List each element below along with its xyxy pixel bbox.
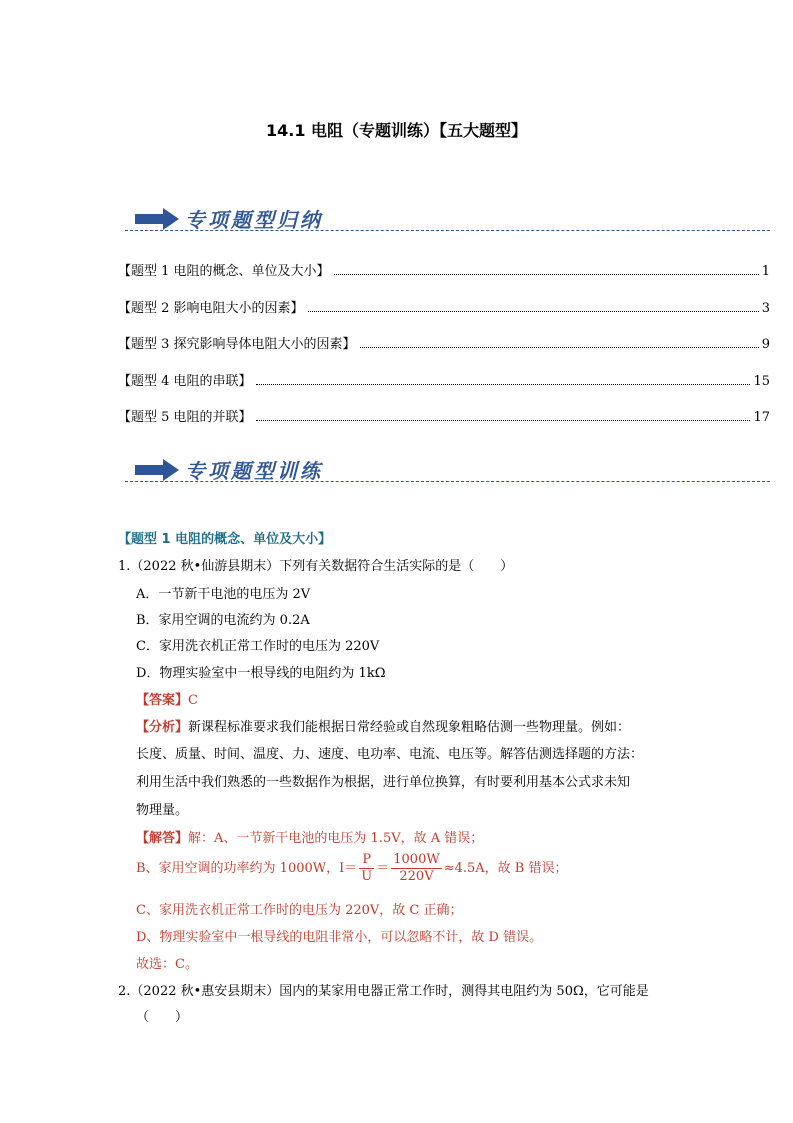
banner-title: 专项题型训练 (185, 459, 323, 483)
dashed-divider (125, 230, 770, 231)
toc-label: 【题型 3 探究影响导体电阻大小的因素】 (118, 337, 356, 352)
fraction-p-over-u (359, 852, 374, 885)
solution-b-pre: B、家用空调的功率约为 1000W，I＝ (136, 861, 358, 876)
solution-b-post: ≈4.5A，故 B 错误； (443, 861, 568, 876)
toc-label: 【题型 2 影响电阻大小的因素】 (118, 301, 304, 316)
fraction-denominator: U (361, 869, 373, 884)
fraction-numerator: 1000W (393, 852, 440, 867)
toc-item-3[interactable] (118, 332, 770, 352)
fraction-values (391, 852, 441, 885)
arrow-right-icon (135, 208, 179, 230)
option-b: B．家用空调的电流约为 0.2A (136, 613, 310, 628)
toc-page: 15 (753, 374, 770, 389)
arrow-right-icon (135, 459, 179, 481)
fraction-denominator: 220V (399, 869, 434, 884)
question-2-blank: （ ） (136, 1010, 189, 1025)
analysis-line-4: 物理量。 (136, 803, 189, 818)
toc-item-4[interactable] (118, 369, 770, 389)
toc-leader (308, 310, 759, 312)
analysis-line-1 (136, 716, 630, 735)
toc-leader (256, 419, 751, 421)
solution-tag: 【解答】 (136, 831, 189, 846)
solution-line-b (136, 852, 568, 885)
option-c: C．家用洗衣机正常工作时的电压为 220V (136, 639, 380, 654)
question-2-stem: 2.（2022 秋•惠安县期末）国内的某家用电器正常工作时，测得其电阻约为 50Ω，它可能是 (118, 984, 649, 999)
conclusion-line: 故选：C。 (136, 957, 198, 972)
answer-line (136, 689, 198, 708)
solution-line-c: C、家用洗衣机正常工作时的电压为 220V，故 C 正确； (136, 903, 463, 918)
analysis-line-3: 利用生活中我们熟悉的一些数据作为根据，进行单位换算，有时要利用基本公式求未知 (136, 775, 631, 790)
question-1-stem: 1.（2022 秋•仙游县期末）下列有关数据符合生活实际的是（ ） (118, 559, 514, 574)
section-banner-training (125, 451, 770, 491)
toc-label: 【题型 1 电阻的概念、单位及大小】 (118, 264, 330, 279)
banner-title: 专项题型归纳 (185, 208, 323, 232)
section-banner-summary (125, 200, 770, 240)
analysis-line-2: 长度、质量、时间、温度、力、速度、电功率、电流、电压等。解答估测选择题的方法： (136, 747, 644, 762)
toc-page: 3 (761, 301, 770, 316)
answer-value: C (188, 693, 198, 708)
toc-page: 9 (761, 337, 770, 352)
page-title: 14.1 电阻（专题训练）【五大题型】 (265, 121, 528, 140)
option-d: D．物理实验室中一根导线的电阻约为 1kΩ (136, 666, 386, 681)
section-heading: 【题型 1 电阻的概念、单位及大小】 (118, 532, 332, 547)
toc-page: 1 (761, 264, 770, 279)
toc-label: 【题型 5 电阻的并联】 (118, 410, 252, 425)
toc-label: 【题型 4 电阻的串联】 (118, 374, 252, 389)
solution-line-d: D、物理实验室中一根导线的电阻非常小，可以忽略不计，故 D 错误。 (136, 930, 543, 945)
answer-tag: 【答案】 (136, 693, 189, 708)
equals-sign: ＝ (376, 861, 390, 876)
toc-leader (334, 273, 759, 275)
solution-text: 解：A、一节新干电池的电压为 1.5V，故 A 错误； (188, 831, 484, 846)
analysis-tag: 【分析】 (136, 720, 189, 735)
toc-leader (360, 346, 759, 348)
toc-page: 17 (753, 410, 770, 425)
toc-item-5[interactable] (118, 405, 770, 425)
solution-line-a (136, 827, 483, 846)
toc-item-1[interactable] (118, 259, 770, 279)
analysis-text: 新课程标准要求我们能根据日常经验或自然现象粗略估测一些物理量。例如： (188, 720, 631, 735)
option-a: A．一节新干电池的电压为 2V (136, 587, 311, 602)
dashed-divider (125, 481, 770, 482)
toc-leader (256, 383, 751, 385)
toc-item-2[interactable] (118, 296, 770, 316)
fraction-numerator: P (359, 852, 374, 869)
